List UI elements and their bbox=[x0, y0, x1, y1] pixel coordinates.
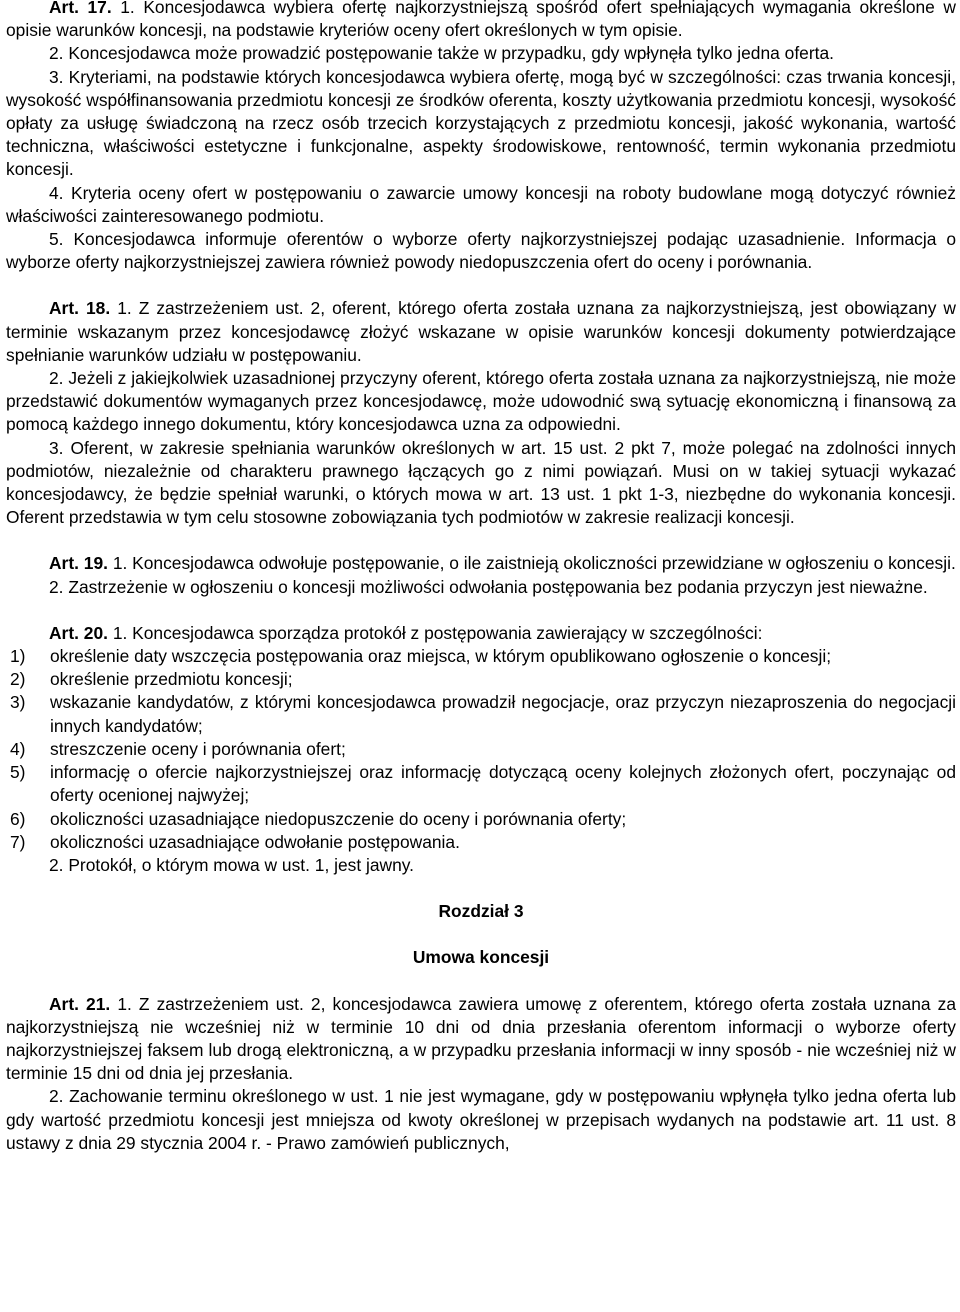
art17-paragraph-5: 5. Koncesjodawca informuje oferentów o wyborze oferty najkorzystniejszej podając uzasadnienie. Informacja o wyborze oferty najkorzystniejszej zawiera również powody niedopuszczenia ofert do oceny i porównania. bbox=[6, 229, 956, 273]
art20-label: Art. 20. bbox=[49, 622, 108, 643]
art18-text-1: 1. Z zastrzeżeniem ust. 2, oferent, którego oferta została uznana za najkorzystniejszą, jest obowiązany w terminie wskazanym przez koncesjodawcę złożyć wskazane w opisie warunków koncesji dokumenty potwierdzające spełnianie warunków udziału w postępowaniu. bbox=[6, 298, 956, 365]
list-item-text: informację o ofercie najkorzystniejszej oraz informację dotyczącą oceny kolejnych złożonych ofert, poczynając od oferty ocenionej najwyżej; bbox=[50, 762, 956, 806]
art17-paragraph-2: 2. Koncesjodawca może prowadzić postępowanie także w przypadku, gdy wpłynęła tylko jedna oferta. bbox=[49, 43, 834, 64]
art18-label: Art. 18. bbox=[49, 298, 111, 319]
art21-paragraph-2: 2. Zachowanie terminu określonego w ust. 1 nie jest wymagane, gdy w postępowaniu wpłynęła tylko jedna oferta lub gdy wartość przedmiotu koncesji jest mniejsza od kwoty określonej w przepisach wydanych na podstawie art. 11 ust. 8 ustawy z dnia 29 stycznia 2004 r. - Prawo zamówień publicznych, bbox=[6, 1086, 956, 1153]
art18-paragraph-3: 3. Oferent, w zakresie spełniania warunków określonych w art. 15 ust. 2 pkt 7, może polegać na zdolności innych podmiotów, niezależnie od charakteru prawnego łączących go z nimi powiązań. Musi on w takiej sytuacji wykazać koncesjodawcy, że będzie spełniał warunki, o których mowa w art. 13 ust. 1 pkt 1-3, niezbędne do wykonania koncesji. Oferent przedstawia w tym celu stosowne zobowiązania tych podmiotów w zakresie realizacji koncesji. bbox=[6, 437, 956, 528]
art21-paragraph-1 bbox=[6, 993, 956, 1086]
list-item-text: okoliczności uzasadniające odwołanie postępowania. bbox=[50, 831, 460, 852]
list-item-text: określenie daty wszczęcia postępowania oraz miejsca, w którym opublikowano ogłoszenie o koncesji; bbox=[50, 646, 832, 667]
spacer bbox=[6, 274, 956, 297]
list-item-number: 3) bbox=[10, 692, 26, 713]
spacer bbox=[6, 529, 956, 552]
art18-paragraph-1 bbox=[6, 297, 956, 367]
art20-paragraph-2: 2. Protokół, o którym mowa w ust. 1, jest jawny. bbox=[49, 854, 415, 875]
spacer bbox=[6, 970, 956, 993]
art21-label: Art. 21. bbox=[49, 993, 111, 1014]
spacer bbox=[6, 923, 956, 946]
list-item bbox=[6, 761, 956, 807]
list-item bbox=[6, 808, 956, 831]
art19-paragraph-1 bbox=[6, 552, 956, 575]
art17-paragraph-3: 3. Kryteriami, na podstawie których koncesjodawca wybiera ofertę, mogą być w szczególności: czas trwania koncesji, wysokość współfinansowania przedmiotu koncesji ze środków oferenta, koszty użytkowania przedmiotu koncesji, wysokość opłaty za usługę świadczoną na rzecz osób trzecich korzystających z przedmiotu koncesji, jakość wykonania, wartość techniczna, właściwości estetyczne i funkcjonalne, aspekty środowiskowe, rentowność, termin wykonania przedmiotu koncesji. bbox=[6, 66, 956, 180]
art17-label: Art. 17. bbox=[49, 0, 112, 17]
art21-text-1: 1. Z zastrzeżeniem ust. 2, koncesjodawca zawiera umowę z oferentem, którego oferta została uznana za najkorzystniejszą nie wcześniej niż w terminie 10 dni od dnia przesłania oferentom informacji o wyborze oferty najkorzystniejszej faksem lub drogą elektroniczną, a w przypadku przesłania informacji w inny sposób - nie wcześniej niż w terminie 15 dni od dnia jej przesłania. bbox=[6, 993, 956, 1084]
list-item-number: 7) bbox=[10, 831, 26, 852]
list-item-number: 5) bbox=[10, 762, 26, 783]
art20-text-1: 1. Koncesjodawca sporządza protokół z postępowania zawierający w szczególności: bbox=[112, 622, 763, 643]
spacer bbox=[6, 599, 956, 622]
list-item-text: określenie przedmiotu koncesji; bbox=[50, 669, 293, 690]
spacer bbox=[6, 877, 956, 900]
list-item-number: 1) bbox=[10, 646, 26, 667]
art17-paragraph-4: 4. Kryteria oceny ofert w postępowaniu o zawarcie umowy koncesji na roboty budowlane mogą dotyczyć również właściwości zainteresowanego podmiotu. bbox=[6, 182, 956, 226]
art20-paragraph-1 bbox=[6, 622, 956, 645]
art20-item-list bbox=[6, 645, 956, 854]
chapter-title: Umowa koncesji bbox=[412, 947, 550, 968]
art18-paragraph-2: 2. Jeżeli z jakiejkolwiek uzasadnionej przyczyny oferent, którego oferta została uznana za najkorzystniejszą, nie może przedstawić dokumentów wymaganych przez koncesjodawcę, może udowodnić swą sytuację ekonomiczną i finansową za pomocą każdego innego dokumentu, który koncesjodawca uzna za odpowiedni. bbox=[6, 368, 956, 435]
list-item bbox=[6, 668, 956, 691]
art17-text-1: 1. Koncesjodawca wybiera ofertę najkorzystniejszą spośród ofert spełniających wymagania określone w opisie warunków koncesji, na podstawie kryteriów oceny ofert określonych w tym opisie. bbox=[6, 0, 956, 41]
art19-paragraph-2: 2. Zastrzeżenie w ogłoszeniu o koncesji możliwości odwołania postępowania bez podania przyczyn jest nieważne. bbox=[49, 576, 928, 597]
document-page bbox=[6, 0, 956, 1155]
list-item bbox=[6, 691, 956, 737]
list-item-text: wskazanie kandydatów, z którymi koncesjodawca prowadził negocjacje, oraz przyczyn niezaproszenia do negocjacji innych kandydatów; bbox=[50, 692, 956, 736]
list-item-number: 4) bbox=[10, 738, 26, 759]
art19-text-1: 1. Koncesjodawca odwołuje postępowanie, o ile zaistnieją okoliczności przewidziane w ogłoszeniu o koncesji. bbox=[112, 553, 956, 574]
list-item-text: streszczenie oceny i porównania ofert; bbox=[50, 738, 346, 759]
chapter-number: Rozdział 3 bbox=[438, 901, 524, 922]
list-item bbox=[6, 738, 956, 761]
list-item bbox=[6, 831, 956, 854]
list-item-number: 2) bbox=[10, 669, 26, 690]
art19-label: Art. 19. bbox=[49, 553, 108, 574]
list-item bbox=[6, 645, 956, 668]
art17-paragraph-1 bbox=[6, 0, 956, 42]
list-item-text: okoliczności uzasadniające niedopuszczenie do oceny i porównania oferty; bbox=[50, 808, 627, 829]
list-item-number: 6) bbox=[10, 808, 26, 829]
